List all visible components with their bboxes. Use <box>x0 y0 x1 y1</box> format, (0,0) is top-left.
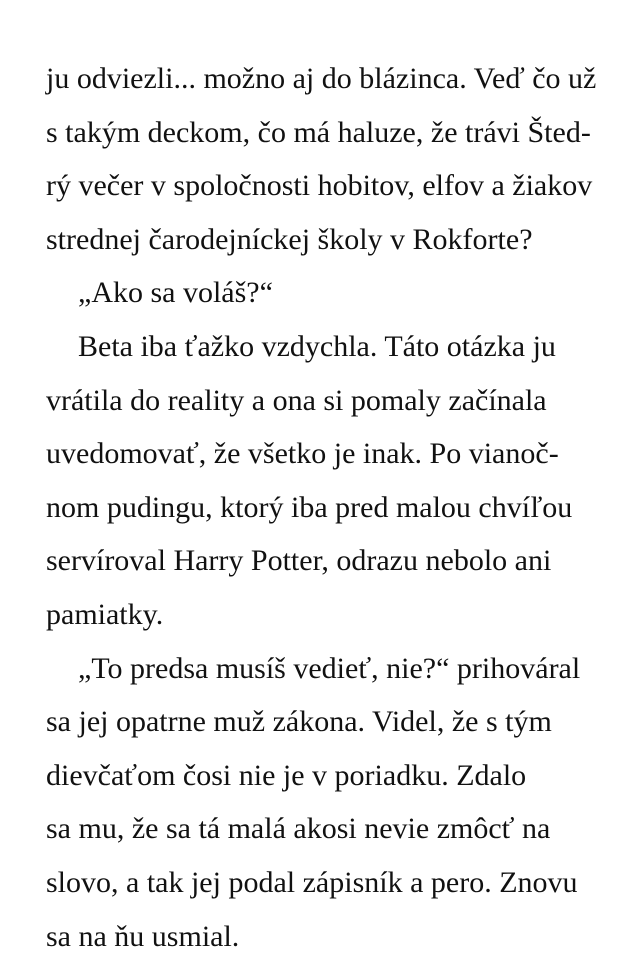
text-line: uvedomovať, že všetko je inak. Po vianoč- <box>46 427 602 481</box>
text-line: sa na ňu usmial. <box>46 910 602 963</box>
text-line: servíroval Harry Potter, odrazu nebolo ani <box>46 534 602 588</box>
text-line: ju odviezli... možno aj do blázinca. Veď čo už <box>46 52 602 106</box>
text-line: nom pudingu, ktorý iba pred malou chvíľou <box>46 481 602 535</box>
text-line: sa mu, že sa tá malá akosi nevie zmôcť na <box>46 802 602 856</box>
text-line: dievčaťom čosi nie je v poriadku. Zdalo <box>46 749 602 803</box>
book-page <box>46 52 602 963</box>
text-line: s takým deckom, čo má haluze, že trávi Šted- <box>46 106 602 160</box>
text-line: pamiatky. <box>46 588 602 642</box>
text-line: slovo, a tak jej podal zápisník a pero. Znovu <box>46 856 602 910</box>
text-line-indented: Beta iba ťažko vzdychla. Táto otázka ju <box>46 320 602 374</box>
text-line: vrátila do reality a ona si pomaly začínala <box>46 374 602 428</box>
text-line-indented: „Ako sa voláš?“ <box>46 266 602 320</box>
text-line: rý večer v spoločnosti hobitov, elfov a žiakov <box>46 159 602 213</box>
text-line: strednej čarodejníckej školy v Rokforte? <box>46 213 602 267</box>
text-line: sa jej opatrne muž zákona. Videl, že s tým <box>46 695 602 749</box>
text-line-indented: „To predsa musíš vedieť, nie?“ prihováral <box>46 642 602 696</box>
